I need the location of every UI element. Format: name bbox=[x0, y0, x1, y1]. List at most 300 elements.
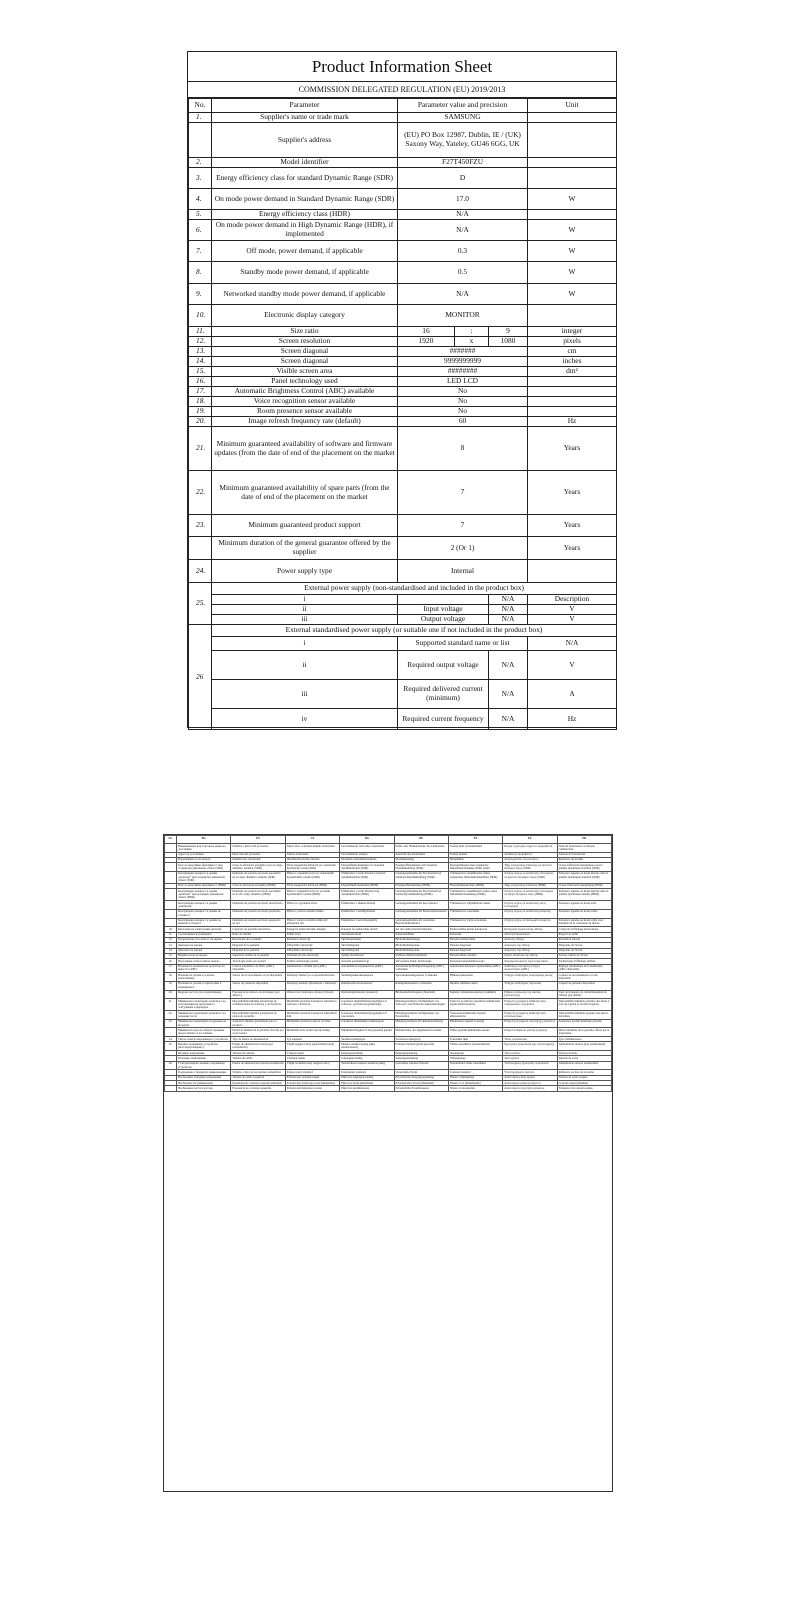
translation-cell: Ανάλυση οθόνης bbox=[503, 937, 557, 942]
translation-cell: Rumtilstedeværelsessensor bbox=[340, 981, 394, 990]
translation-cell: Viditelná plocha obrazovky bbox=[285, 953, 339, 958]
translation-cell: Varuosade minimaalne tagatud kättesaadavus bbox=[448, 1011, 502, 1020]
value-a: 1920 bbox=[398, 337, 455, 347]
parameter-label: Input voltage bbox=[398, 605, 489, 615]
translation-cell: Tarkvara ja püsivara uuenduste minimaalne tagatud kättesaadavus bbox=[448, 999, 502, 1011]
parameter-name: Room presence sensor available bbox=[212, 407, 398, 417]
language-header-cell: DA bbox=[340, 836, 394, 844]
translation-cell: Classe d'efficacité énergétique (HDR) bbox=[557, 883, 611, 888]
translation-cell: Asistencia mínima garantizada para el producto bbox=[231, 1019, 285, 1028]
translation-cell: Ekraani diagonaal bbox=[448, 943, 502, 948]
parameter-row bbox=[189, 407, 617, 417]
translation-cell: Effektbehov i tændt tilstand i høj dynamikområde (HDR) bbox=[340, 889, 394, 901]
ext-nonstd-heading: External power supply (non-standardised and included in the product box) bbox=[212, 583, 617, 595]
translation-cell: Clase de eficiencia energética (HDR) bbox=[231, 883, 285, 888]
parameter-value: No bbox=[398, 407, 528, 417]
translation-row-number: 25. bbox=[165, 1042, 177, 1051]
translation-cell: Αναλογία διαστάσεων bbox=[503, 932, 557, 937]
parameter-unit bbox=[528, 210, 617, 220]
translation-cell: Mindestgarantierte Produktunterstützung bbox=[394, 1019, 448, 1028]
row-number: 7. bbox=[189, 241, 212, 262]
row-number: 18. bbox=[189, 397, 212, 407]
translation-cell: Durée minimale de la garantie offerte par le fournisseur bbox=[557, 1028, 611, 1037]
ext-nonstd-row_iii bbox=[189, 615, 617, 625]
translation-cell: Tarnija aadress bbox=[448, 852, 502, 857]
translation-cell: Минимална гарантирана поддръжка на продукта bbox=[177, 1019, 231, 1028]
translation-cell: Απαιτούμενη τάση εξόδου bbox=[503, 1075, 557, 1080]
translation-cell: Skærmdiagonal bbox=[340, 943, 394, 948]
parameter-row bbox=[189, 241, 617, 262]
parameter-unit: Years bbox=[528, 471, 617, 515]
parameter-label: Output voltage bbox=[398, 615, 489, 625]
parameter-unit: V bbox=[528, 615, 617, 625]
parameter-name: Visible screen area bbox=[212, 367, 398, 377]
parameter-unit: integer bbox=[528, 327, 617, 337]
translation-cell: Tecnología usada en el panel bbox=[231, 959, 285, 964]
parameter-value: 17.0 bbox=[398, 189, 528, 210]
translation-cell: Kategori for elektronisk skærm bbox=[340, 927, 394, 932]
translation-cell: Type d'alimentation bbox=[557, 1037, 611, 1042]
translation-row-number: 23. bbox=[165, 1019, 177, 1028]
empty-cell bbox=[398, 595, 489, 605]
translation-cell: Výstupní napětí bbox=[285, 1056, 339, 1061]
translation-cell: Nõutav voolusagedus bbox=[448, 1086, 502, 1091]
row-number: 2. bbox=[189, 158, 212, 168]
parameter-row bbox=[189, 123, 617, 158]
parameter-label: Required delivered current (minimum) bbox=[398, 680, 489, 709]
translation-cell: Използвана технология на панела bbox=[177, 959, 231, 964]
parameter-unit: Years bbox=[528, 427, 617, 471]
translation-cell: Eingangsspannung bbox=[394, 1051, 448, 1056]
translation-cell: Automaatne heleduse reguleerimine (ABC) bbox=[448, 964, 502, 973]
translation-cell: Необходим ток (минимален) bbox=[177, 1081, 231, 1086]
row-number: 23. bbox=[189, 515, 212, 537]
parameter-name: Screen diagonal bbox=[212, 357, 398, 367]
parameter-row bbox=[189, 560, 617, 583]
parameter-value: N/A bbox=[489, 595, 528, 605]
translation-cell: Διαγώνιος της οθόνης bbox=[503, 943, 557, 948]
language-header-cell: EL bbox=[503, 836, 557, 844]
translation-cell: Erforderlicher Strom (Minimum) bbox=[394, 1081, 448, 1086]
regulation-caption: COMMISSION DELEGATED REGULATION (EU) 2019/2013 bbox=[188, 82, 616, 98]
translation-cell: Ζήτηση ισχύος σε κατάσταση λειτουργίας σε υψηλό δυναμικό εύρος (HDR) bbox=[503, 889, 557, 901]
translation-cell: Клас на енергийна ефективност (HDR) bbox=[177, 883, 231, 888]
row-index: ii bbox=[212, 605, 398, 615]
translation-cell: Nom du fournisseur ou marque commerciale bbox=[557, 844, 611, 853]
translation-cell: Ζήτηση ισχύος σε κατάσταση αναμονής bbox=[503, 909, 557, 918]
translation-cell: Demanda de potencia en modo encendido en el rango dinámico estándar (SDR) bbox=[231, 871, 285, 883]
translation-cell: Puissance appelée en mode arrêt bbox=[557, 901, 611, 910]
row-number: 10. bbox=[189, 305, 212, 327]
translation-cell: Minimální zaručená dostupnost náhradních dílů bbox=[285, 1011, 339, 1020]
translation-cell: Resolución de la pantalla bbox=[231, 937, 285, 942]
parameter-row bbox=[189, 515, 617, 537]
parameter-value: ######## bbox=[398, 367, 528, 377]
translation-cell: Ρυθμός ανανέωσης της εικόνας (προεπιλογή) bbox=[503, 990, 557, 999]
parameter-label: Supported standard name or list bbox=[398, 637, 528, 651]
translation-cell: Adresse du fournisseur bbox=[557, 852, 611, 857]
translation-cell: Påkrævet strøm (minimum) bbox=[340, 1081, 394, 1086]
translation-cell: Modellkennung bbox=[394, 857, 448, 862]
parameter-row bbox=[189, 262, 617, 284]
translation-cell: Fuente de alimentación externa normalizada bbox=[231, 1061, 285, 1070]
translation-cell: Clase de eficiencia energética para el rango dinámico estándar (SDR) bbox=[231, 863, 285, 872]
translation-cell: Стандартизирано външно захранващо устройство bbox=[177, 1061, 231, 1070]
table-header-row bbox=[189, 99, 617, 113]
translation-cell: Tensión de salida bbox=[231, 1056, 285, 1061]
translation-row bbox=[165, 1019, 612, 1028]
parameter-value: N/A bbox=[489, 651, 528, 680]
ext-nonstd-row_ii bbox=[189, 605, 617, 615]
translation-cell: Automatisk lysstyrkekontrol (ABC) bbox=[340, 964, 394, 973]
parameter-name: Minimum duration of the general guarantee offered by the supplier bbox=[212, 537, 398, 560]
translation-cell: Χρησιμοποιούμενη τεχνολογία πάνελ bbox=[503, 959, 557, 964]
parameter-value: F27T450FZU bbox=[398, 158, 528, 168]
translation-cell: Ekraani nähtav pindala bbox=[448, 953, 502, 958]
translation-row bbox=[165, 901, 612, 910]
parameter-row bbox=[189, 220, 617, 241]
parameter-name: Energy efficiency class for standard Dynamic Range (SDR) bbox=[212, 168, 398, 189]
translation-row bbox=[165, 1061, 612, 1070]
translation-cell: Verwendete Panel-Technologie bbox=[394, 959, 448, 964]
translation-cell: Необходимо изходящо напрежение bbox=[177, 1075, 231, 1080]
sheet-title: Product Information Sheet bbox=[188, 52, 616, 82]
translation-cell: Anvendt panelteknologi bbox=[340, 959, 394, 964]
row-number: 8. bbox=[189, 262, 212, 284]
translation-cell: Diagonale de l'écran bbox=[557, 943, 611, 948]
parameter-row bbox=[189, 158, 617, 168]
translation-cell: Υπάρχει αισθητήρας αναγνώρισης φωνής bbox=[503, 973, 557, 982]
translation-cell: Kuvasuhe bbox=[448, 932, 502, 937]
translation-cell: Nõutav väljundpinge bbox=[448, 1075, 502, 1080]
parameter-name: On mode power demand in High Dynamic Range (HDR), if implemented bbox=[212, 220, 398, 241]
parameter-unit bbox=[528, 305, 617, 327]
row-index: iii bbox=[212, 680, 398, 709]
row-number: 1. bbox=[189, 113, 212, 123]
translation-cell: Résolution d'écran bbox=[557, 937, 611, 942]
translation-cell: Demanda de potencia en modo preparado bbox=[231, 909, 285, 918]
translation-cell: Консумирана мощност в режим на готовност bbox=[177, 909, 231, 918]
translation-row bbox=[165, 909, 612, 918]
row-number: 6. bbox=[189, 220, 212, 241]
parameter-name: Supplier's address bbox=[212, 123, 398, 158]
translation-cell: Sensor de reconocimiento vocal disponible bbox=[231, 973, 285, 982]
translation-cell: Effektbehov i slukket tilstand bbox=[340, 901, 394, 910]
translation-cell: Garanteret minimumstilgængelighed af software- og firmwareopdateringer bbox=[340, 999, 394, 1011]
translation-cell: Erforderliche Ausgangsspannung bbox=[394, 1075, 448, 1080]
translation-row bbox=[165, 1086, 612, 1091]
parameter-value: SAMSUNG bbox=[398, 113, 528, 123]
translation-grid bbox=[164, 835, 612, 1092]
translation-cell: Požadovaná frekvence proudu bbox=[285, 1086, 339, 1091]
parameter-name: Power supply type bbox=[212, 560, 398, 583]
translation-cell: Τάση εισόδου bbox=[503, 1051, 557, 1056]
translation-cell: Erforderliche Stromfrequenz bbox=[394, 1086, 448, 1091]
parameter-row bbox=[189, 305, 617, 327]
parameter-name: Minimum guaranteed availability of software and firmware updates (from the date of end of the placement on the market bbox=[212, 427, 398, 471]
translation-cell: Disponibilité minimale garantie des mises à jour du logiciel et du micrologiciel bbox=[557, 999, 611, 1011]
translation-row-number: 21. bbox=[165, 999, 177, 1011]
row-index: iii bbox=[212, 615, 398, 625]
row-number: 4. bbox=[189, 189, 212, 210]
translation-cell: Alimentation externe (non standardisée) bbox=[557, 1042, 611, 1051]
translation-cell: Διαγώνιος της οθόνης bbox=[503, 948, 557, 953]
translation-cell: Kategorie elektronického displeje bbox=[285, 927, 339, 932]
translation-row bbox=[165, 863, 612, 872]
translation-cell: Dostupný detektor přítomnosti v místnosti bbox=[285, 981, 339, 990]
translation-cell: Superficie visible de la pantalla bbox=[231, 953, 285, 958]
translation-cell: Alimentation externe standardisée bbox=[557, 1061, 611, 1070]
translation-cell: Nõutav vool (minimaalne) bbox=[448, 1081, 502, 1086]
parameter-name: Minimum guaranteed product support bbox=[212, 515, 398, 537]
parameter-value: 60 bbox=[398, 417, 528, 427]
translation-row bbox=[165, 981, 612, 990]
language-header-cell: DE bbox=[394, 836, 448, 844]
translation-cell: Необходима честота на тока bbox=[177, 1086, 231, 1091]
translation-cell: Effektbehov i standbytilstand bbox=[340, 909, 394, 918]
translation-cell: Energieffektivitetsklasse (HDR) bbox=[340, 883, 394, 888]
parameter-unit bbox=[528, 123, 617, 158]
translation-cell: Strømforsyningstype bbox=[340, 1037, 394, 1042]
translation-cell: Capteur de reconnaissance vocale disponible bbox=[557, 973, 611, 982]
parameter-unit bbox=[528, 407, 617, 417]
translation-cell: Fréquence du courant requise bbox=[557, 1086, 611, 1091]
translation-row bbox=[165, 990, 612, 999]
parameter-row bbox=[189, 471, 617, 515]
parameter-unit: W bbox=[528, 262, 617, 284]
header-no: No. bbox=[189, 99, 212, 113]
translation-cell: Name oder Handelsmarke des Lieferanten bbox=[394, 844, 448, 853]
translation-row-number: 19. bbox=[165, 981, 177, 990]
size_ratio-row bbox=[189, 327, 617, 337]
row-number: 22. bbox=[189, 471, 212, 515]
translation-cell: Capteur de présence disponible bbox=[557, 981, 611, 990]
translation-cell: Vstupní napětí bbox=[285, 1051, 339, 1056]
translation-cell: Puissance appelée en mode marche dans la gamme dynamique standard (SDR) bbox=[557, 871, 611, 883]
translation-cell: Απαιτούμενη συχνότητα ρεύματος bbox=[503, 1086, 557, 1091]
parameter-name: Voice recognition sensor available bbox=[212, 397, 398, 407]
parameter-value: N/A bbox=[398, 284, 528, 305]
translation-cell: Τάση εξόδου bbox=[503, 1056, 557, 1061]
translation-row-number bbox=[165, 871, 177, 883]
row-index: i bbox=[212, 637, 398, 651]
language-header-row bbox=[165, 836, 612, 844]
translation-row-number: 18. bbox=[165, 973, 177, 982]
translation-cell: Leverandørens navn eller varemærke bbox=[340, 844, 394, 853]
translation-row-number: 22. bbox=[165, 1011, 177, 1020]
parameter-unit: Hz bbox=[528, 417, 617, 427]
translation-row bbox=[165, 844, 612, 853]
parameter-value: LED LCD bbox=[398, 377, 528, 387]
translation-cell: Spracherkennungssensor vorhanden bbox=[394, 973, 448, 982]
translation-cell: Příkon ve vypnutém stavu bbox=[285, 901, 339, 910]
translation-cell: Клас на енергийна ефективност при стандартен динамичен обхват (SDR) bbox=[177, 863, 231, 872]
translation-row-number: 24. bbox=[165, 1037, 177, 1042]
row-number: 14. bbox=[189, 357, 212, 367]
translation-cell: Duración mínima de la garantía ofrecida por el proveedor bbox=[232, 1027, 284, 1036]
translation-cell: Mindestdauer der allgemeinen Garantie bbox=[394, 1028, 448, 1037]
parameter-name: Screen resolution bbox=[212, 337, 398, 347]
translation-cell: Effektbehov i netværksstandby bbox=[340, 918, 394, 927]
translation-cell: Диагонал на екрана bbox=[177, 943, 231, 948]
translation-cell: Консумирана мощност в режим „включен“ при разширен динамичен обхват (HDR) bbox=[177, 889, 231, 901]
translation-cell: Leistungsaufnahme im Bereitschaftszustand bbox=[394, 909, 448, 918]
row-number: 13. bbox=[189, 347, 212, 357]
translation-cell: Ekstern strømforsyning (ikke standardiseret) bbox=[340, 1042, 394, 1051]
parameter-row bbox=[189, 168, 617, 189]
parameter-unit: V bbox=[528, 605, 617, 615]
translation-cell: Võimsustarve sisselülitatud olekus suure dünaamikavahemikuga (HDR) bbox=[448, 889, 502, 901]
parameter-name: Standby mode power demand, if applicable bbox=[212, 262, 398, 284]
translation-row-number: 14. bbox=[165, 948, 177, 953]
translation-cell: Unterstützte Norm bbox=[394, 1070, 448, 1075]
parameter-unit: W bbox=[528, 284, 617, 305]
translation-row-number bbox=[165, 1086, 177, 1091]
translation-cell: Understøttet standard bbox=[340, 1070, 394, 1075]
parameter-unit bbox=[528, 377, 617, 387]
parameter-value: 8 bbox=[398, 427, 528, 471]
translation-row-number: 20. bbox=[165, 990, 177, 999]
translation-cell: Αναγνωριστικό του μοντέλου bbox=[503, 857, 557, 862]
translation-cell: Tension de sortie requise bbox=[557, 1075, 611, 1080]
row-number bbox=[189, 537, 212, 560]
ext-std-row-i bbox=[189, 637, 617, 651]
translation-cell: Консумирана мощност в режим „включен“ при стандартен динамичен обхват (SDR) bbox=[177, 871, 231, 883]
translation-cell: Διαθέσιμος αυτόματος έλεγχος φωτεινότητας (ABC) bbox=[503, 964, 557, 973]
translation-cell: Väljundpinge bbox=[448, 1056, 502, 1061]
translation-cell: Τύπος τροφοδοσίας bbox=[503, 1037, 557, 1042]
translation-cell: Mudelitähis bbox=[448, 857, 502, 862]
translation-cell: Tensión de entrada bbox=[231, 1051, 285, 1056]
parameter-row bbox=[189, 189, 617, 210]
parameter-label: Required current frequency bbox=[398, 709, 489, 730]
translation-cell: Puissance appelée en mode veille bbox=[557, 909, 611, 918]
product-information-sheet bbox=[187, 51, 617, 728]
translation-cell: Tarnija nimi või kaubamärk bbox=[448, 844, 502, 853]
resolution-row bbox=[189, 337, 617, 347]
translation-cell: Effektbehov i tændt tilstand i standard dynamikområde (SDR) bbox=[340, 871, 394, 883]
translation-row bbox=[165, 889, 612, 901]
translation-cell: Ζήτηση ισχύος σε δικτυωμένη αναμονή bbox=[503, 918, 557, 927]
translation-cell: Fuente de alimentación externa (no normalizada) bbox=[231, 1042, 285, 1051]
parameter-value: D bbox=[398, 168, 528, 189]
translation-cell: Třída energetické účinnosti (HDR) bbox=[285, 883, 339, 888]
translation-cell: Puissance appelée en mode marche dans la gamme dynamique étendue (HDR) bbox=[557, 889, 611, 901]
translation-row-number bbox=[165, 889, 177, 901]
parameter-value: N/A bbox=[489, 615, 528, 625]
translation-cell: Raumpräsenzsensor vorhanden bbox=[394, 981, 448, 990]
value-b: 9 bbox=[489, 327, 528, 337]
parameter-name: Off mode, power demand, if applicable bbox=[212, 241, 398, 262]
translation-row-number: 26. bbox=[165, 1061, 177, 1070]
translation-cell: Demanda de potencia en modo encendido en el alto rango dinámico (HDR) bbox=[231, 889, 285, 901]
translation-cell: Консумирана мощност в режим на мрежова готовност bbox=[177, 918, 231, 927]
ext-nonstd-row-i bbox=[189, 595, 617, 605]
parameter-label: Required output voltage bbox=[398, 651, 489, 680]
translation-cell: Třída energetické účinnosti pro standardní dynamický rozsah (SDR) bbox=[285, 863, 339, 872]
row-index: iv bbox=[212, 709, 398, 730]
parameter-unit bbox=[528, 397, 617, 407]
translation-cell: Modellens identifikationskode bbox=[340, 857, 394, 862]
row-number: 3. bbox=[189, 168, 212, 189]
parameter-value: 2 (Or 1) bbox=[398, 537, 528, 560]
row-number: 25. bbox=[189, 583, 212, 625]
parameter-row bbox=[189, 210, 617, 220]
translation-cell: Garanteret minimumstilgængelighed af reservedele bbox=[340, 1011, 394, 1020]
translation-cell: Ελάχιστη διάρκεια γενικής εγγύησης bbox=[503, 1028, 557, 1037]
row-number: 12. bbox=[189, 337, 212, 347]
translation-cell: Τάξη ενεργειακής απόδοσης (HDR) bbox=[503, 883, 557, 888]
parameter-unit bbox=[528, 560, 617, 583]
parameter-value: N/A bbox=[489, 605, 528, 615]
translation-cell: Наименование или търговска марка на доставчика bbox=[177, 844, 231, 853]
parameter-row bbox=[189, 397, 617, 407]
translation-cell: Synligt skærmareal bbox=[340, 953, 394, 958]
ext-std-heading: External standardised power supply (or suitable one if not included in the product box) bbox=[212, 625, 617, 637]
translation-cell: Frecuencia de corriente requerida bbox=[231, 1086, 285, 1091]
translation-row-number: 17. bbox=[165, 964, 177, 973]
language-header-cell: ET bbox=[448, 836, 502, 844]
value-separator: : bbox=[455, 327, 489, 337]
translation-cell: Ekraani eraldusvõime bbox=[448, 937, 502, 942]
translation-cell: Stromversorgungstyp bbox=[394, 1037, 448, 1042]
translation-cell: Typ napájení bbox=[285, 1037, 339, 1042]
translation-cell: Bildschirmdiagonale bbox=[394, 948, 448, 953]
translation-cell: Disponibilidad mínima garantizada de actualizaciones de software y de firmware bbox=[231, 999, 285, 1011]
translation-cell: Διεύθυνση προμηθευτή bbox=[503, 852, 557, 857]
translation-row-number: 15. bbox=[165, 953, 177, 958]
parameter-name: Automatic Brightness Control (ABC) available bbox=[212, 387, 398, 397]
translation-cell: Минимална гарантирана наличност на резервни части bbox=[177, 1011, 231, 1020]
translation-cell: Võimsustarve väljalülitatud olekus bbox=[448, 901, 502, 910]
value-b: 1080 bbox=[489, 337, 528, 347]
translation-row bbox=[165, 999, 612, 1011]
parameter-unit: W bbox=[528, 189, 617, 210]
translation-cell: Identificador del modelo bbox=[231, 857, 285, 862]
translation-row-number bbox=[165, 901, 177, 910]
parameter-value: Internal bbox=[398, 560, 528, 583]
translation-cell: Võimsustarve sisselülitatud olekus standardses dünaamikavahemikus (SDR) bbox=[448, 871, 502, 883]
row-number: 24. bbox=[189, 560, 212, 583]
translation-cell: Référence du modèle bbox=[557, 857, 611, 862]
row-number: 9. bbox=[189, 284, 212, 305]
parameter-row bbox=[189, 387, 617, 397]
translation-cell: Genormtes externes Netzteil bbox=[394, 1061, 448, 1070]
parameter-value: 0.3 bbox=[398, 241, 528, 262]
translation-cell: Sichtbare Bildschirmfläche bbox=[394, 953, 448, 958]
translation-cell: Catégorie d'affichage électronique bbox=[557, 927, 611, 932]
translation-cell: Použitá technologie panelu bbox=[285, 959, 339, 964]
translation-cell: Τυποποιημένη εξωτερική τροφοδοσία bbox=[503, 1061, 557, 1070]
translation-cell: Категория на електронния дисплей bbox=[177, 927, 231, 932]
translation-row-number: 11. bbox=[165, 932, 177, 937]
translation-cell: Адрес на доставчика bbox=[177, 852, 231, 857]
parameter-name: Screen diagonal bbox=[212, 347, 398, 357]
translation-cell: Disponibilité minimale garantie des pièces détachées bbox=[557, 1011, 611, 1020]
translation-cell: Assistance produit minimale garantie bbox=[557, 1019, 611, 1028]
parameter-unit bbox=[528, 158, 617, 168]
translation-cell: Минимален срок на общата гаранция, предоставена от доставчика bbox=[177, 1028, 231, 1037]
parameter-unit bbox=[528, 168, 617, 189]
parameter-value: No bbox=[398, 387, 528, 397]
translation-row bbox=[165, 1028, 612, 1037]
translation-cell: Tension de sortie bbox=[557, 1056, 611, 1061]
parameter-unit: W bbox=[528, 241, 617, 262]
translation-cell: Видима площ на екрана bbox=[177, 953, 231, 958]
parameter-value: N/A bbox=[528, 637, 617, 651]
translation-cell: Наличие на автоматичен регулатор на яркостта (ABC) bbox=[177, 964, 231, 973]
translation-cell: Energiatõhususe klass (HDR) bbox=[448, 883, 502, 888]
